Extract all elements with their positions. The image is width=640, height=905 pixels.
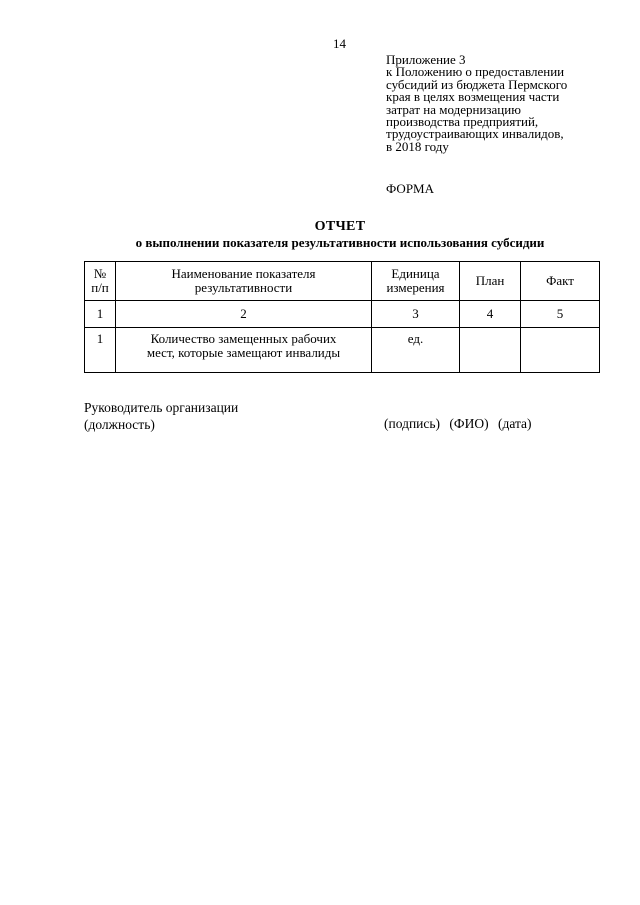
row-plan [460,328,521,373]
header-unit: Единица измерения [372,262,460,301]
header-indicator-name: Наименование показателя результативности [116,262,372,301]
column-number: 2 [116,301,372,328]
appendix-line: затрат на модернизацию [386,101,521,117]
row-number: 1 [85,328,116,373]
table-header-row [85,262,600,301]
column-number: 4 [460,301,521,328]
document-title: ОТЧЕТ [314,219,366,234]
header-fact: Факт [521,262,600,301]
column-number: 5 [521,301,600,328]
appendix-block [386,54,626,153]
row-unit: ед. [372,328,460,373]
page-number: 14 [333,36,346,51]
signature-block [84,399,238,433]
appendix-line: в 2018 году [386,138,449,154]
date-label: (дата) [497,416,532,431]
appendix-line: производства предприятий, [386,114,539,130]
column-number-row [85,301,600,328]
report-table [84,261,600,373]
appendix-line: трудоустраивающих инвалидов, [386,126,564,142]
appendix-line: к Положению о предоставлении [386,64,565,80]
full-name-label: (ФИО) [449,416,489,431]
header-number: № п/п [85,262,116,301]
table-row [85,328,600,373]
document-subtitle: о выполнении показателя результативности использования субсидии [135,235,545,250]
signature-label: (подпись) [384,416,441,431]
row-indicator-name: Количество замещенных рабочих мест, которые замещают инвалиды [116,328,372,373]
signature-head-label: Руководитель организации [84,400,239,415]
signature-position-label: (должность) [84,417,155,432]
appendix-line: Приложение 3 [386,52,466,67]
row-fact [521,328,600,373]
appendix-line: субсидий из бюджета Пермского [386,76,568,92]
header-plan: План [460,262,521,301]
appendix-line: края в целях возмещения части [386,89,560,105]
signature-fields [384,416,538,432]
column-number: 3 [372,301,460,328]
column-number: 1 [85,301,116,328]
form-label: ФОРМА [386,181,434,196]
